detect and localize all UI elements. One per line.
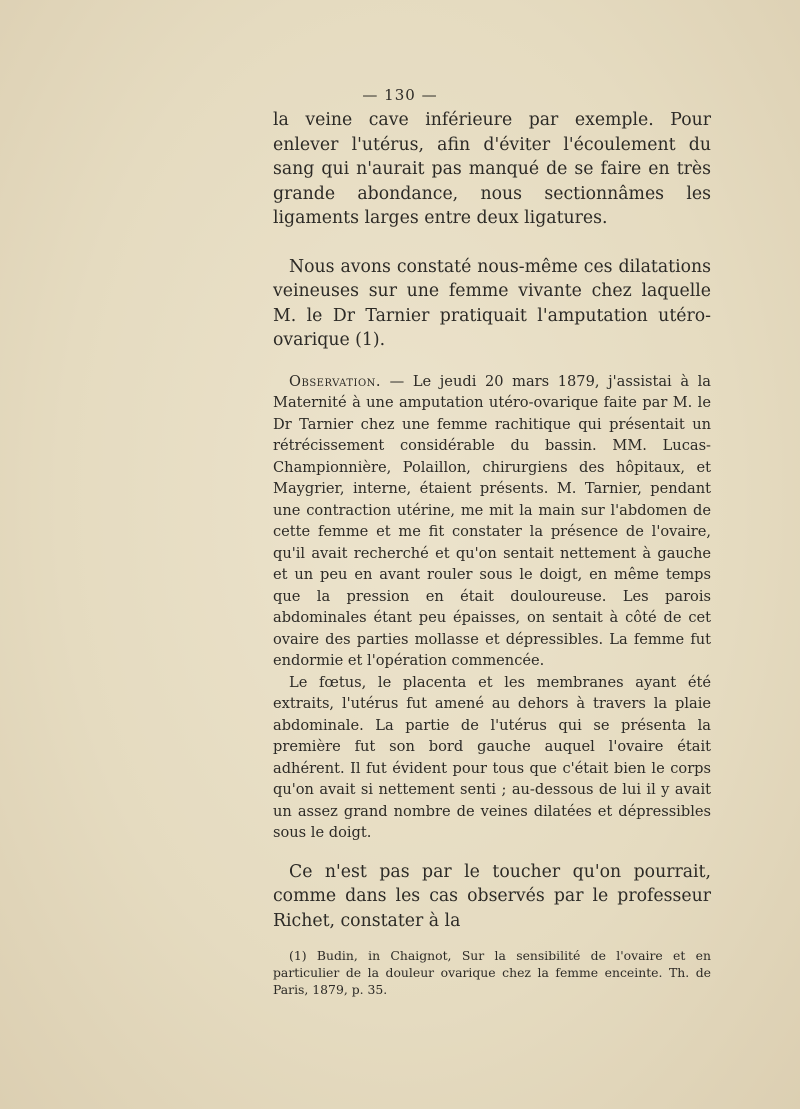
text-block [273,108,711,998]
paragraph-foetus: Le fœtus, le placenta et les membranes ayant été extraits, l'utérus fut amené au dehors à travers la plaie abdominale. La partie de l'utérus qui se présenta la première fut son bord gauche auquel l'ovaire était adhérent. Il fut évident pour tous que c'était bien le corps qu'on avait si nettement senti ; au-dessous de lui il y avait un assez grand nombre de veines dilatées et dépressibles sous le doigt. [273,673,711,841]
footnote: (1) Budin, in Chaignot, Sur la sensibilité de l'ovaire et en particulier de la douleur ovarique chez la femme enceinte. Th. de Paris, 1879, p. 35. [273,948,711,997]
paragraph-toucher: Ce n'est pas par le toucher qu'on pourrait, comme dans les cas observés par le professeur Richet, constater à la [273,861,711,931]
paragraph-dilatations: Nous avons constaté nous-même ces dilatations veineuses sur une femme vivante chez laquelle M. le Dr Tarnier pratiquait l'amputation utéro-ovarique (1). [273,256,711,350]
observation-text: — Le jeudi 20 mars 1879, j'assistai à la Maternité à une amputation utéro-ovarique faite par M. le Dr Tarnier chez une femme rachitique qui présentait un rétrécissement considérable du bassin. MM. Lucas-Championnière, Polaillon, chirurgiens des hôpitaux, et Maygrier, interne, étaient présents. M. Tarnier, pendant une contraction utérine, me mit la main sur l'abdomen de cette femme et me fit constater la présence de l'ovaire, qu'il avait recherché et qu'on sentait nettement à gauche et un peu en avant rouler sous le doigt, en même temps que la pression en était douloureuse. Les parois abdominales étant peu épaisses, on sentait à côté de cet ovaire des parties mollasse et dépressibles. La femme fut endormie et l'opération commencée. [273,372,711,669]
observation-label: Observation. [289,372,382,390]
page-number: — 130 — [362,86,438,104]
paragraph-continuation: la veine cave inférieure par exemple. Pour enlever l'utérus, afin d'éviter l'écoulement du sang qui n'aurait pas manqué de se faire en très grande abondance, nous sectionnâmes les ligaments larges entre deux ligatures. [273,110,711,228]
observation-paragraph [273,371,711,672]
